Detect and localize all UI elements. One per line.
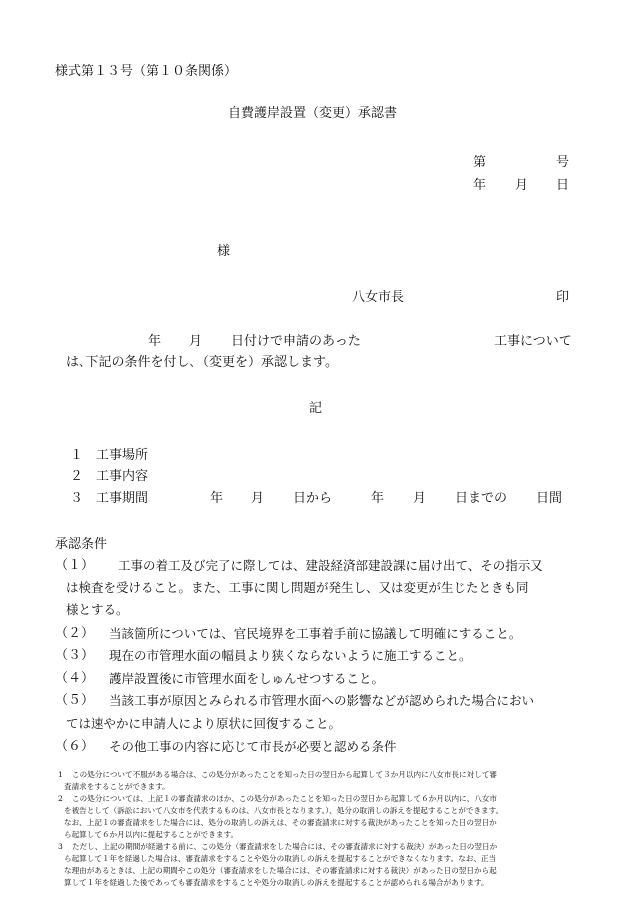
intro-line-2: は､下記の条件を付し､（変更を）承認します。 [66, 355, 338, 370]
period-end-month: 月 [413, 491, 427, 506]
addressee-suffix: 様 [217, 244, 231, 259]
condition-3-line-1: 現在の市管理水面の幅員より狭くならないように施工すること。 [109, 648, 472, 663]
period-start-year: 年 [210, 491, 224, 506]
date-year: 年 [473, 178, 487, 193]
conditions-heading: 承認条件 [55, 537, 108, 552]
issuer-name: 八女市長 [352, 290, 405, 305]
intro-year: 年 [148, 334, 162, 349]
item-1-number: １ [70, 448, 84, 463]
condition-4-number: （４） [55, 671, 95, 686]
date-day: 日 [556, 178, 570, 193]
note-3-line-2: ら起算して１年を経過した場合は、審査請求をすることや処分の取消しの訴えを提起することができなくなります。なお、正当 [64, 854, 497, 863]
period-end-day: 日までの [455, 491, 508, 506]
item-2-number: ２ [70, 469, 84, 484]
note-3-line-4: 算して１年を経過した後であっても審査請求をすることや処分の取消しの訴えを提起することが認められる場合があります。 [64, 878, 489, 887]
condition-1-number: （１） [55, 558, 95, 573]
condition-5-number: （５） [55, 693, 95, 708]
intro-date-tail: 日付けで申請のあった [231, 334, 361, 349]
item-3-number: ３ [70, 491, 84, 506]
condition-1-line-1: 工事の着工及び完了に際しては、建設経済部建設課に届け出て、その指示又 [118, 558, 543, 573]
condition-6-number: （６） [55, 739, 95, 754]
note-3-line-3: な理由があるときは、上記の期間やこの処分（審査請求をした場合には、その審査請求に対する裁決）があった日の翌日から起 [64, 866, 497, 875]
condition-1-line-3: 様とする。 [66, 602, 129, 617]
note-2-number: 2 [58, 794, 63, 803]
date-month: 月 [515, 178, 529, 193]
condition-6-line-1: その他工事の内容に応じて市長が必要と認める条件 [109, 739, 397, 754]
note-1-line-1: この処分について不服がある場合は、この処分があったことを知った日の翌日から起算して３か月以内に八女市長に対して審 [72, 770, 498, 779]
condition-3-number: （３） [55, 648, 95, 663]
item-1-label: 工事場所 [96, 448, 149, 463]
note-2-line-1: この処分については、上記１の審査請求のほか、この処分があったことを知った日の翌日から起算して６か月以内に、八女市 [72, 794, 498, 803]
note-2-line-4: ら起算して６か月以内に提起することができます。 [64, 830, 239, 839]
number-prefix: 第 [473, 155, 487, 170]
note-3-line-1: ただし、上記の期間が経過する前に、この処分（審査請求をした場合には、その審査請求に対する裁決）があった日の翌日か [72, 842, 498, 851]
condition-2-number: （２） [55, 626, 95, 641]
period-start-day: 日から [293, 491, 333, 506]
condition-4-line-1: 護岸設置後に市管理水面をしゅんせつすること。 [109, 671, 385, 686]
number-suffix: 号 [556, 155, 570, 170]
document-title: 自費護岸設置（変更）承認書 [228, 106, 398, 121]
item-3-label: 工事期間 [96, 491, 149, 506]
note-3-number: 3 [58, 842, 63, 851]
item-2-label: 工事内容 [96, 469, 149, 484]
condition-1-line-2: は検査を受けること。また、工事に関し問題が発生し、又は変更が生じたときも同 [66, 580, 529, 595]
ki-heading: 記 [309, 401, 323, 416]
period-days: 日間 [536, 491, 563, 506]
condition-2-line-1: 当該箇所については、官民境界を工事着手前に協議して明確にすること。 [109, 626, 522, 641]
form-number: 様式第１３号（第１０条関係） [55, 64, 238, 79]
intro-month: 月 [189, 334, 203, 349]
note-1-number: 1 [58, 770, 63, 779]
condition-5-line-2: ては速やかに申請人により原状に回復すること。 [66, 716, 342, 731]
period-end-year: 年 [371, 491, 385, 506]
note-2-line-2: を被告として（訴訟において八女市を代表するものは、八女市長となります。）、処分の取消しの訴えを提起することができます。 [64, 806, 504, 815]
condition-5-line-1: 当該工事が原因とみられる市管理水面への影響などが認められた場合におい [109, 693, 535, 708]
seal-mark: 印 [556, 290, 570, 305]
note-2-line-3: なお、上記１の審査請求をした場合には、処分の取消しの訴えは、その審査請求に対する裁決があったことを知った日の翌日か [64, 818, 497, 827]
period-start-month: 月 [251, 491, 265, 506]
note-1-line-2: 査請求をすることができます。 [64, 782, 170, 791]
intro-work-tail: 工事について [494, 334, 572, 349]
